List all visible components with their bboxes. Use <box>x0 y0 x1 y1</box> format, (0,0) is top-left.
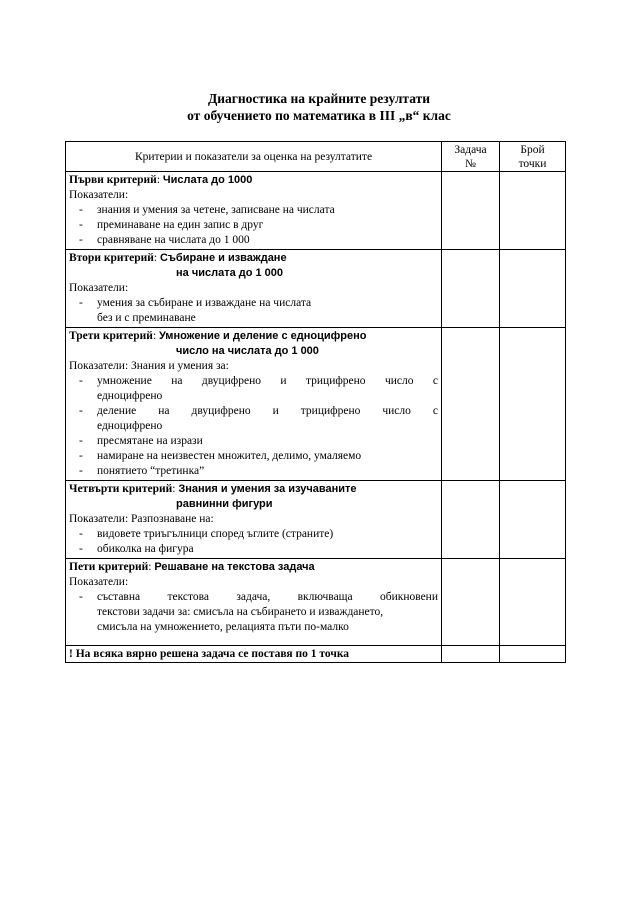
criteria-table <box>65 141 566 663</box>
list-item: - понятието “третинка” <box>73 464 438 479</box>
points-cell <box>500 646 566 663</box>
list-item-line: - умения за събиране и изваждане на числата <box>97 297 312 309</box>
indicators-label: Показатели: <box>69 189 129 201</box>
points-cell <box>500 328 566 481</box>
table-header-row <box>66 142 566 172</box>
criterion-name-cont: на числата до 1 000 <box>176 267 284 279</box>
header-task <box>442 142 500 172</box>
table-row <box>66 481 566 559</box>
note-cell <box>66 646 442 663</box>
list-item: - намиране на неизвестен множител, делимо, умаляемо <box>73 449 438 464</box>
points-cell <box>500 559 566 646</box>
indicators-label: Показатели: <box>69 282 129 294</box>
list-item-line: - съставна текстова задача, включваща обикновени <box>97 591 438 603</box>
header-task-line2: № <box>465 157 476 170</box>
criterion-name: Решаване на текстова задача <box>154 561 315 573</box>
list-item <box>73 590 438 635</box>
list-item: - знания и умения за четене, записване на числата <box>73 203 438 218</box>
header-criteria <box>66 142 442 172</box>
criterion-name: Събиране и изваждане <box>159 252 287 264</box>
points-cell <box>500 172 566 250</box>
header-points <box>500 142 566 172</box>
header-criteria-text: Критерии и показатели за оценка на резултатите <box>134 150 373 163</box>
list-item-line: - деление на двуцифрено и трицифрено число с <box>97 405 438 417</box>
criterion-label: Четвърти критерий <box>69 483 173 495</box>
indicators-label: Показатели: Знания и умения за: <box>69 360 229 372</box>
criterion-name-cont: равнинни фигури <box>176 498 273 510</box>
list-item-line: едноцифрено <box>97 390 163 402</box>
list-item-line: - умножение на двуцифрено и трицифрено число с <box>97 375 438 387</box>
criterion-label: Втори критерий <box>69 252 154 264</box>
table-row <box>66 328 566 481</box>
criterion-name-cont: число на числата до 1 000 <box>176 345 319 357</box>
indicator-list <box>69 527 438 557</box>
criterion-name: Числата до 1000 <box>162 174 253 186</box>
note-text: ! На всяка вярно решена задача се поставя по 1 точка <box>69 648 350 660</box>
criterion-label: Първи критерий <box>69 174 157 186</box>
list-item <box>73 374 438 404</box>
list-item-line: без и с преминаване <box>97 312 196 324</box>
indicator-list <box>69 296 438 326</box>
list-item: - пресмятане на изрази <box>73 434 438 449</box>
list-item <box>73 404 438 434</box>
list-item: - преминаване на един запис в друг <box>73 218 438 233</box>
header-points-line1: Брой <box>520 143 545 156</box>
task-cell <box>442 559 500 646</box>
criterion-name: Умножение и деление с едноцифрено <box>159 330 367 342</box>
document-title <box>0 90 638 124</box>
criterion-cell: Четвърти критерий: Знания и умения за изучаваните равнинни фигури Показатели: Разпознаване на: - видовете триъгълници според ъглите (страните) - обиколка на фигура <box>66 481 442 559</box>
indicators-label: Показатели: Разпознаване на: <box>69 513 214 525</box>
list-item <box>73 296 438 326</box>
criterion-cell: Първи критерий: Числата до 1000 Показатели: - знания и умения за четене, записване на числата - преминаване на един запис в друг - сравняване на числата до 1 000 <box>66 172 442 250</box>
indicator-list <box>69 374 438 479</box>
header-task-line1: Задача <box>454 143 487 156</box>
criterion-cell: Трети критерий: Умножение и деление с едноцифрено число на числата до 1 000 Показатели: Знания и умения за: - умножение на двуцифрено и трицифрено число с едноцифрено - деление на двуцифрено и трицифрено число с едноцифрено - пресмятане на изрази - намиране на неизвестен множител, делимо, умаляемо - понятието “третинка” <box>66 328 442 481</box>
task-cell <box>442 328 500 481</box>
task-cell <box>442 172 500 250</box>
task-cell <box>442 481 500 559</box>
table-row <box>66 250 566 328</box>
header-points-line2: точки <box>518 157 547 170</box>
indicator-list <box>69 590 438 635</box>
points-cell <box>500 250 566 328</box>
list-item-line: текстови задачи за: смисъла на събирането и изваждането, <box>97 606 384 618</box>
note-row <box>66 646 566 663</box>
criterion-cell: Втори критерий: Събиране и изваждане на числата до 1 000 Показатели: - умения за събиране и изваждане на числата без и с преминаване <box>66 250 442 328</box>
criterion-name: Знания и умения за изучаваните <box>178 483 357 495</box>
title-line-1: Диагностика на крайните резултати <box>207 91 431 106</box>
list-item-line: едноцифрено <box>97 420 163 432</box>
task-cell <box>442 250 500 328</box>
list-item: - сравняване на числата до 1 000 <box>73 233 438 248</box>
list-item: - обиколка на фигура <box>73 542 438 557</box>
title-line-2: от обучението по математика в III „в“ клас <box>187 108 451 123</box>
task-cell <box>442 646 500 663</box>
points-cell <box>500 481 566 559</box>
indicators-label: Показатели: <box>69 576 129 588</box>
table-row <box>66 172 566 250</box>
criterion-label: Пети критерий <box>69 561 149 573</box>
criterion-label: Трети критерий <box>69 330 153 342</box>
list-item-line: смисъла на умножението, релацията пъти по-малко <box>97 621 349 633</box>
indicator-list <box>69 203 438 248</box>
criterion-cell: Пети критерий: Решаване на текстова задача Показатели: - съставна текстова задача, включваща обикновени текстови задачи за: смисъла на събирането и изваждането, смисъла на умножението, релацията пъти по-малко <box>66 559 442 646</box>
table-row <box>66 559 566 646</box>
list-item: - видовете триъгълници според ъглите (страните) <box>73 527 438 542</box>
